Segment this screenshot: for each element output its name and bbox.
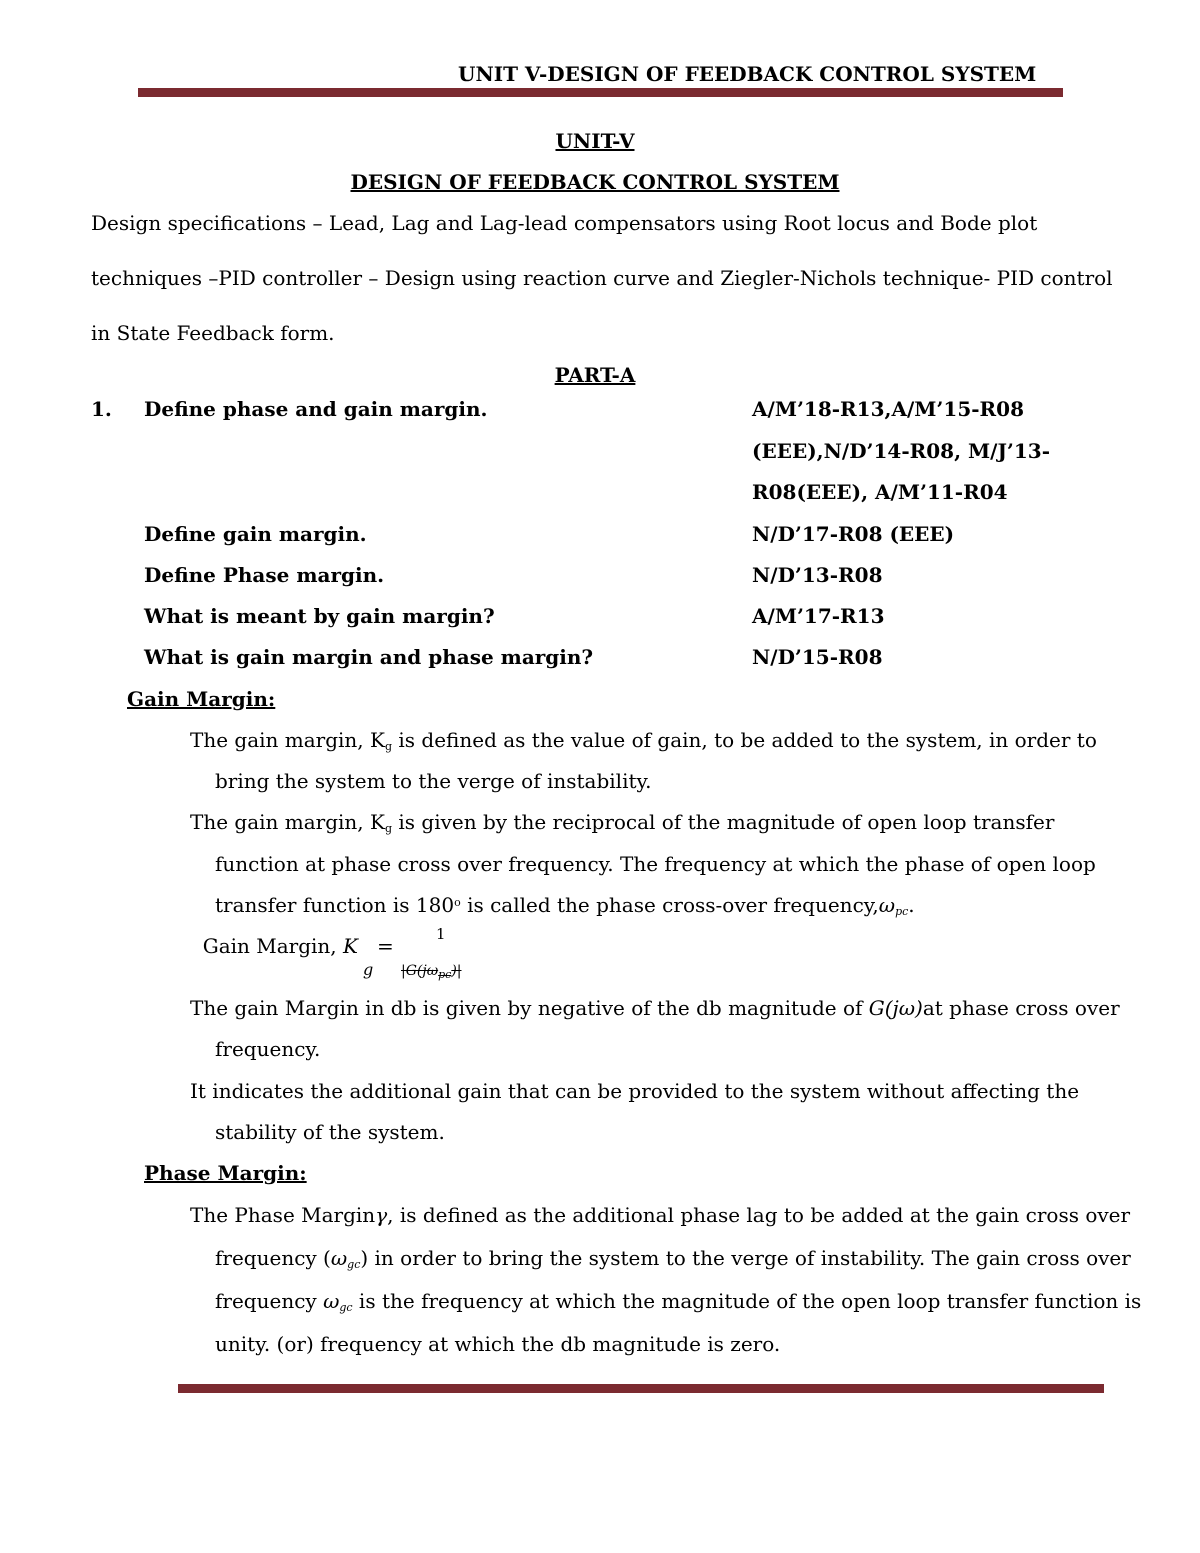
ref-line-2: (EEE),N/D’14-R08, M/J’13-	[752, 439, 1051, 463]
syllabus-line-3: in State Feedback form.	[91, 321, 335, 345]
header-rule	[138, 88, 1063, 97]
phase-bullet-1-cont-1: frequency $(\omega_{gc})$ in order to bring the system to the verge of instability. The gain cross over	[215, 1246, 1131, 1271]
question-number: 1.	[91, 397, 112, 421]
ref-q5: N/D’15-R08	[752, 645, 883, 669]
formula-numerator: 1	[436, 925, 446, 943]
gain-bullet-2-cont-2: transfer function is 180$^o$ is called the phase cross-over $frequency,\omega_{pc}$.	[215, 893, 915, 918]
unit-title: UNIT-V	[555, 129, 635, 153]
ref-line-1: A/M’18-R13,A/M’15-R08	[752, 397, 1024, 421]
gain-bullet-1-cont: bring the system to the verge of instability.	[215, 769, 652, 793]
gain-formula-line: Gain Margin, K =	[202, 934, 394, 958]
gain-margin-heading: Gain Margin:	[127, 687, 276, 711]
gain-bullet-1: The gain margin, $K_g$ is defined as the value of gain, to be added to the system, in order to	[190, 728, 1097, 753]
syllabus-line-1: Design specifications – Lead, Lag and Lag-lead compensators using Root locus and Bode plot	[91, 211, 1038, 235]
phase-margin-heading: Phase Margin:	[144, 1161, 307, 1185]
question-5: What is gain margin and phase margin?	[144, 645, 594, 669]
ref-line-3: R08(EEE), A/M’11-R04	[752, 480, 1008, 504]
gain-bullet-3: The gain Margin in db is given by negative of the db magnitude of G(jω)at phase cross over	[190, 996, 1120, 1020]
footer-rule	[178, 1384, 1104, 1393]
phase-bullet-1-cont-2: frequency $\omega_{gc}$ is the frequency at which the magnitude of the open loop transfer function is	[215, 1289, 1142, 1314]
phase-bullet-1: The Phase Marginγ, is defined as the additional phase lag to be added at the gain cross over	[190, 1203, 1131, 1227]
ref-q3: N/D’13-R08	[752, 563, 883, 587]
question-3: Define Phase margin.	[144, 563, 385, 587]
phase-bullet-1-cont-3: unity. (or) frequency at which the db magnitude is zero.	[215, 1332, 781, 1356]
part-heading: PART-A	[554, 363, 636, 387]
syllabus-line-2: techniques –PID controller – Design using reaction curve and Ziegler-Nichols technique- PID control	[91, 266, 1113, 290]
unit-subtitle: DESIGN OF FEEDBACK CONTROL SYSTEM	[350, 170, 840, 194]
gain-bullet-4: It indicates the additional gain that can be provided to the system without affecting the	[190, 1079, 1080, 1103]
running-header: UNIT V-DESIGN OF FEEDBACK CONTROL SYSTEM	[458, 62, 1037, 86]
ref-q4: A/M’17-R13	[752, 604, 885, 628]
formula-k-subscript: g	[363, 960, 374, 979]
ref-q2: N/D’17-R08 (EEE)	[752, 522, 955, 546]
question-4: What is meant by gain margin?	[144, 604, 495, 628]
gain-bullet-2: The gain margin, $K_g$ is given by the reciprocal of the magnitude of open loop transfer	[190, 810, 1055, 835]
gain-bullet-2-cont-1: function at phase cross over frequency. The frequency at which the phase of open loop	[215, 852, 1096, 876]
formula-denominator: $|G(j\omega_{pc})|$	[401, 963, 462, 981]
gain-bullet-3-cont: frequency.	[215, 1037, 321, 1061]
gain-bullet-4-cont: stability of the system.	[215, 1120, 445, 1144]
question-2: Define gain margin.	[144, 522, 367, 546]
question-1: Define phase and gain margin.	[144, 397, 488, 421]
